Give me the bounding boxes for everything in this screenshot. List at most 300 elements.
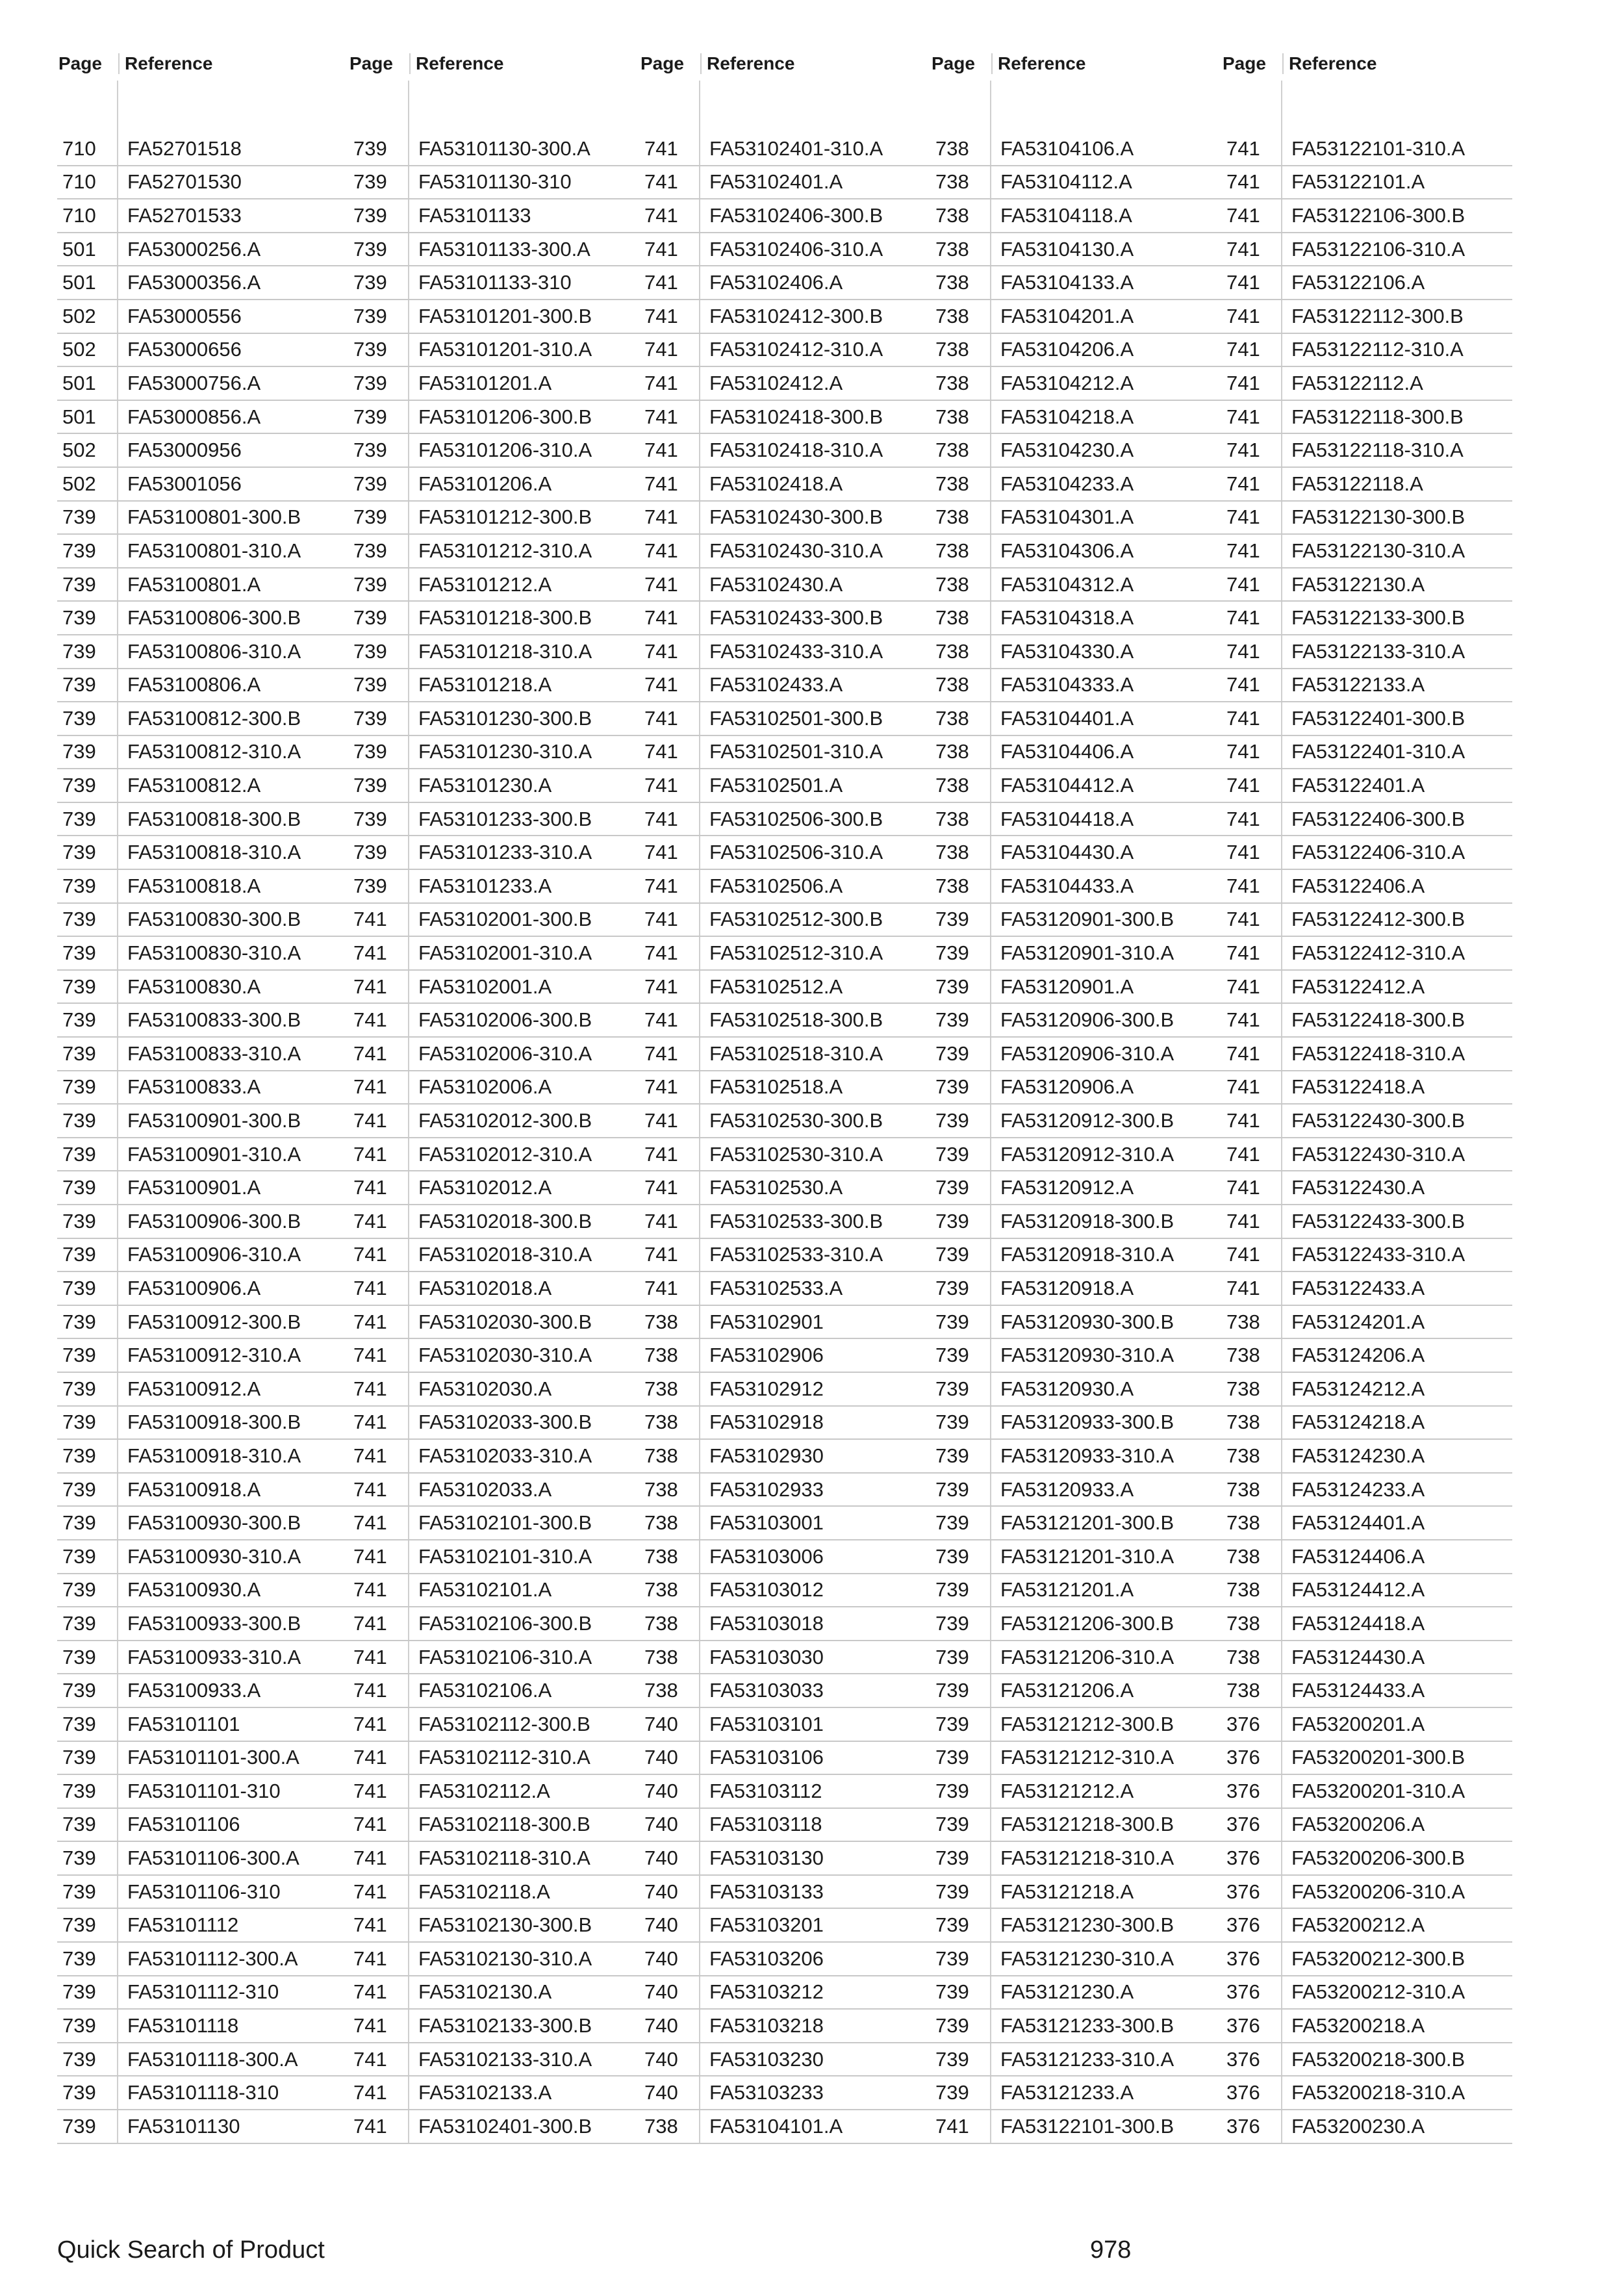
page-cell: 502 bbox=[62, 472, 96, 495]
table-row bbox=[57, 1440, 348, 1474]
table-row bbox=[639, 2010, 930, 2043]
page-cell: 741 bbox=[1226, 841, 1260, 864]
reference-cell: FA53101230.A bbox=[408, 769, 639, 802]
reference-cell: FA53122430.A bbox=[1281, 1171, 1512, 1204]
reference-cell: FA53102430-300.B bbox=[699, 502, 930, 534]
page-cell: 501 bbox=[62, 237, 96, 261]
table-row bbox=[57, 1004, 348, 1038]
page-cell: 739 bbox=[935, 1947, 969, 1970]
footer-title: Quick Search of Product bbox=[57, 2236, 325, 2264]
page-cell: 376 bbox=[1226, 1779, 1260, 1802]
reference-cell: FA53102433-300.B bbox=[699, 602, 930, 634]
table-row bbox=[639, 1876, 930, 1910]
reference-cell: FA53101230-310.A bbox=[408, 736, 639, 769]
table-row bbox=[639, 468, 930, 502]
page-cell: 741 bbox=[644, 304, 678, 327]
reference-cell: FA53124406.A bbox=[1281, 1540, 1512, 1573]
table-row bbox=[348, 904, 639, 938]
reference-cell: FA53120918.A bbox=[990, 1272, 1221, 1305]
page-cell: 739 bbox=[62, 2014, 96, 2038]
table-row bbox=[639, 836, 930, 870]
table-row bbox=[57, 1205, 348, 1239]
page-cell: 738 bbox=[1226, 1511, 1260, 1535]
table-row bbox=[57, 1842, 348, 1876]
page-cell: 740 bbox=[644, 1712, 678, 1735]
page-cell: 739 bbox=[62, 1813, 96, 1836]
page-cell: 739 bbox=[62, 1544, 96, 1568]
reference-cell: FA53121233-310.A bbox=[990, 2043, 1221, 2076]
page-cell: 738 bbox=[935, 774, 969, 797]
table-row bbox=[1221, 1440, 1512, 1474]
table-row bbox=[930, 334, 1221, 368]
reference-cell: FA53102518-310.A bbox=[699, 1038, 930, 1070]
table-row bbox=[348, 1339, 639, 1373]
table-row bbox=[57, 367, 348, 401]
page-cell: 739 bbox=[353, 338, 387, 361]
page-cell: 740 bbox=[644, 1980, 678, 2004]
table-row bbox=[1221, 2010, 1512, 2043]
table-row bbox=[57, 166, 348, 200]
table-row bbox=[639, 1306, 930, 1340]
page-cell: 740 bbox=[644, 1779, 678, 1802]
reference-cell: FA53122412-300.B bbox=[1281, 904, 1512, 936]
page-cell: 741 bbox=[1226, 271, 1260, 294]
page-cell: 710 bbox=[62, 170, 96, 194]
page-cell: 738 bbox=[1226, 1377, 1260, 1400]
index-column bbox=[348, 47, 639, 2144]
page-cell: 741 bbox=[353, 2081, 387, 2104]
reference-cell: FA53102006-300.B bbox=[408, 1004, 639, 1036]
page-cell: 741 bbox=[1226, 1243, 1260, 1266]
reference-cell: FA53102001-310.A bbox=[408, 937, 639, 969]
table-row bbox=[639, 702, 930, 736]
table-row bbox=[57, 502, 348, 535]
table-row bbox=[930, 1272, 1221, 1306]
reference-cell: FA53200206-300.B bbox=[1281, 1842, 1512, 1874]
reference-header: Reference bbox=[700, 53, 930, 74]
page-cell: 738 bbox=[644, 1377, 678, 1400]
reference-header: Reference bbox=[409, 53, 639, 74]
table-row bbox=[1221, 1842, 1512, 1876]
table-row bbox=[57, 1775, 348, 1809]
reference-cell: FA53102012-310.A bbox=[408, 1138, 639, 1171]
reference-cell: FA53121233.A bbox=[990, 2076, 1221, 2109]
page-cell: 738 bbox=[935, 405, 969, 428]
reference-cell: FA52701533 bbox=[117, 199, 348, 232]
reference-cell: FA53122433-310.A bbox=[1281, 1239, 1512, 1271]
table-row bbox=[639, 367, 930, 401]
page-cell: 739 bbox=[935, 1411, 969, 1434]
page-cell: 738 bbox=[935, 874, 969, 897]
reference-cell: FA53122406-310.A bbox=[1281, 836, 1512, 869]
table-row bbox=[348, 669, 639, 703]
table-row bbox=[1221, 1507, 1512, 1540]
reference-cell: FA53122101-300.B bbox=[990, 2110, 1221, 2143]
reference-cell: FA53121206-300.B bbox=[990, 1607, 1221, 1640]
page-cell: 741 bbox=[644, 1176, 678, 1199]
table-row bbox=[639, 1474, 930, 1507]
table-row bbox=[639, 669, 930, 703]
table-row bbox=[348, 736, 639, 770]
page-cell: 738 bbox=[1226, 1310, 1260, 1333]
page-cell: 501 bbox=[62, 271, 96, 294]
table-row bbox=[639, 1171, 930, 1205]
reference-cell: FA53000256.A bbox=[117, 233, 348, 266]
table-row bbox=[930, 199, 1221, 233]
page-footer bbox=[57, 2236, 1512, 2269]
table-row bbox=[1221, 1708, 1512, 1742]
table-row bbox=[639, 1943, 930, 1976]
page-cell: 739 bbox=[62, 774, 96, 797]
page-cell: 739 bbox=[62, 1477, 96, 1501]
page-cell: 741 bbox=[353, 1477, 387, 1501]
reference-cell: FA53100912-310.A bbox=[117, 1339, 348, 1372]
page-cell: 738 bbox=[935, 304, 969, 327]
page-cell: 739 bbox=[353, 807, 387, 830]
table-row bbox=[57, 702, 348, 736]
table-row bbox=[57, 1038, 348, 1071]
page-cell: 739 bbox=[353, 572, 387, 596]
page-cell: 740 bbox=[644, 2047, 678, 2071]
reference-cell: FA53100901-310.A bbox=[117, 1138, 348, 1171]
reference-cell: FA53104118.A bbox=[990, 199, 1221, 232]
page-header: Page bbox=[1223, 53, 1266, 73]
page-cell: 740 bbox=[644, 1947, 678, 1970]
table-row bbox=[348, 434, 639, 468]
reference-cell: FA53102006-310.A bbox=[408, 1038, 639, 1070]
table-row bbox=[57, 133, 348, 166]
page-cell: 738 bbox=[1226, 1645, 1260, 1668]
table-row bbox=[348, 1171, 639, 1205]
table-row bbox=[930, 1842, 1221, 1876]
reference-cell: FA53102912 bbox=[699, 1373, 930, 1405]
page-cell: 739 bbox=[353, 237, 387, 261]
reference-cell: FA53104133.A bbox=[990, 266, 1221, 299]
table-row bbox=[57, 434, 348, 468]
page-cell: 739 bbox=[62, 706, 96, 730]
reference-cell: FA53103206 bbox=[699, 1943, 930, 1975]
page-cell: 741 bbox=[353, 1544, 387, 1568]
reference-cell: FA53104201.A bbox=[990, 300, 1221, 333]
table-row bbox=[930, 870, 1221, 904]
reference-cell: FA53102501.A bbox=[699, 769, 930, 802]
reference-cell: FA53100901.A bbox=[117, 1171, 348, 1204]
table-row bbox=[639, 1742, 930, 1776]
page-cell: 741 bbox=[1226, 237, 1260, 261]
table-row bbox=[639, 1842, 930, 1876]
page-cell: 739 bbox=[62, 1712, 96, 1735]
table-row bbox=[348, 1909, 639, 1943]
table-row bbox=[1221, 736, 1512, 770]
page-cell: 738 bbox=[935, 572, 969, 596]
page-cell: 739 bbox=[935, 2014, 969, 2038]
page-cell: 739 bbox=[935, 1109, 969, 1132]
page-cell: 741 bbox=[1226, 505, 1260, 529]
reference-cell: FA53122118.A bbox=[1281, 468, 1512, 500]
reference-cell: FA53102018.A bbox=[408, 1272, 639, 1305]
reference-cell: FA53102112-310.A bbox=[408, 1742, 639, 1774]
page-cell: 741 bbox=[353, 1746, 387, 1769]
page-cell: 741 bbox=[1226, 539, 1260, 562]
reference-cell: FA53102118.A bbox=[408, 1876, 639, 1908]
reference-cell: FA53121201-310.A bbox=[990, 1540, 1221, 1573]
page-cell: 739 bbox=[62, 908, 96, 931]
table-row bbox=[57, 401, 348, 435]
reference-cell: FA53000656 bbox=[117, 334, 348, 366]
reference-cell: FA53102401.A bbox=[699, 166, 930, 199]
page-cell: 741 bbox=[353, 1243, 387, 1266]
table-row bbox=[930, 1474, 1221, 1507]
page-cell: 739 bbox=[353, 841, 387, 864]
table-row bbox=[1221, 1038, 1512, 1071]
table-row bbox=[930, 1071, 1221, 1105]
reference-cell: FA53100830-300.B bbox=[117, 904, 348, 936]
table-row bbox=[348, 1641, 639, 1675]
reference-cell: FA53102130-310.A bbox=[408, 1943, 639, 1975]
reference-cell: FA53100818-310.A bbox=[117, 836, 348, 869]
reference-cell: FA53122133-300.B bbox=[1281, 602, 1512, 634]
table-row bbox=[1221, 836, 1512, 870]
reference-cell: FA53102030-310.A bbox=[408, 1339, 639, 1372]
column-header bbox=[1221, 47, 1512, 81]
page-cell: 739 bbox=[62, 1611, 96, 1635]
reference-cell: FA53102512-310.A bbox=[699, 937, 930, 969]
reference-header: Reference bbox=[1282, 53, 1512, 74]
reference-cell: FA53120930-300.B bbox=[990, 1306, 1221, 1338]
table-row bbox=[1221, 1674, 1512, 1708]
reference-cell: FA53100801-300.B bbox=[117, 502, 348, 534]
table-row bbox=[57, 266, 348, 300]
reference-cell: FA53102133.A bbox=[408, 2076, 639, 2109]
reference-cell: FA53103218 bbox=[699, 2010, 930, 2042]
table-row bbox=[1221, 401, 1512, 435]
page-cell: 739 bbox=[62, 1511, 96, 1535]
reference-cell: FA53121218-310.A bbox=[990, 1842, 1221, 1874]
table-row bbox=[1221, 1943, 1512, 1976]
reference-cell: FA53102901 bbox=[699, 1306, 930, 1338]
table-row bbox=[57, 1876, 348, 1910]
reference-cell: FA53101212-310.A bbox=[408, 535, 639, 567]
table-row bbox=[639, 1574, 930, 1608]
reference-cell: FA53121206.A bbox=[990, 1674, 1221, 1707]
table-row bbox=[57, 1540, 348, 1574]
table-row bbox=[1221, 1171, 1512, 1205]
page-cell: 739 bbox=[935, 2081, 969, 2104]
table-row bbox=[930, 2076, 1221, 2110]
page-header: Page bbox=[58, 53, 102, 73]
reference-cell: FA53122433-300.B bbox=[1281, 1205, 1512, 1238]
reference-cell: FA53121233-300.B bbox=[990, 2010, 1221, 2042]
page-cell: 740 bbox=[644, 2014, 678, 2038]
table-row bbox=[930, 133, 1221, 166]
reference-cell: FA53000756.A bbox=[117, 367, 348, 400]
table-row bbox=[930, 266, 1221, 300]
page-cell: 741 bbox=[644, 673, 678, 696]
table-row bbox=[348, 836, 639, 870]
reference-cell: FA53120912-300.B bbox=[990, 1105, 1221, 1137]
page-cell: 741 bbox=[644, 1276, 678, 1299]
table-row bbox=[639, 401, 930, 435]
page-cell: 741 bbox=[644, 1008, 678, 1032]
page-cell: 739 bbox=[353, 606, 387, 630]
reference-cell: FA53100801.A bbox=[117, 568, 348, 601]
table-row bbox=[348, 1205, 639, 1239]
table-row bbox=[1221, 635, 1512, 669]
reference-cell: FA53100812.A bbox=[117, 769, 348, 802]
reference-cell: FA53122112.A bbox=[1281, 367, 1512, 400]
page-cell: 739 bbox=[935, 1142, 969, 1166]
table-row bbox=[348, 367, 639, 401]
reference-cell: FA53101130-300.A bbox=[408, 133, 639, 165]
header-spacer bbox=[348, 81, 639, 133]
page-cell: 739 bbox=[353, 539, 387, 562]
reference-cell: FA53101130 bbox=[117, 2110, 348, 2143]
reference-cell: FA53103030 bbox=[699, 1641, 930, 1674]
page-cell: 739 bbox=[62, 1209, 96, 1233]
page-cell: 741 bbox=[1226, 1276, 1260, 1299]
table-row bbox=[57, 1474, 348, 1507]
reference-cell: FA53102101-300.B bbox=[408, 1507, 639, 1539]
page-cell: 739 bbox=[353, 439, 387, 462]
page-cell: 741 bbox=[1226, 572, 1260, 596]
reference-cell: FA53101218.A bbox=[408, 669, 639, 702]
page-cell: 739 bbox=[353, 706, 387, 730]
reference-cell: FA53101206-300.B bbox=[408, 401, 639, 433]
table-row bbox=[639, 2110, 930, 2144]
reference-cell: FA53122112-300.B bbox=[1281, 300, 1512, 333]
table-row bbox=[639, 1909, 930, 1943]
reference-cell: FA53102130-300.B bbox=[408, 1909, 639, 1941]
page-cell: 741 bbox=[353, 1142, 387, 1166]
table-row bbox=[639, 1809, 930, 1843]
page-cell: 741 bbox=[353, 1779, 387, 1802]
reference-cell: FA53122401-300.B bbox=[1281, 702, 1512, 735]
reference-cell: FA53122118-300.B bbox=[1281, 401, 1512, 433]
table-row bbox=[930, 1976, 1221, 2010]
reference-cell: FA53102012-300.B bbox=[408, 1105, 639, 1137]
table-row bbox=[1221, 1641, 1512, 1675]
page-cell: 739 bbox=[935, 1377, 969, 1400]
page-cell: 741 bbox=[1226, 807, 1260, 830]
page-cell: 739 bbox=[935, 1846, 969, 1870]
table-row bbox=[57, 334, 348, 368]
reference-cell: FA53102130.A bbox=[408, 1976, 639, 2009]
page-cell: 741 bbox=[1226, 941, 1260, 965]
page-cell: 741 bbox=[644, 439, 678, 462]
table-row bbox=[57, 1574, 348, 1608]
reference-cell: FA53100930.A bbox=[117, 1574, 348, 1607]
table-row bbox=[930, 602, 1221, 635]
table-row bbox=[348, 1708, 639, 1742]
page-cell: 741 bbox=[644, 1109, 678, 1132]
page-cell: 738 bbox=[935, 841, 969, 864]
reference-cell: FA53102118-300.B bbox=[408, 1809, 639, 1841]
page-cell: 741 bbox=[644, 975, 678, 998]
page-cell: 741 bbox=[1226, 338, 1260, 361]
page-cell: 739 bbox=[62, 1913, 96, 1937]
page-cell: 741 bbox=[644, 271, 678, 294]
table-row bbox=[348, 635, 639, 669]
page-cell: 741 bbox=[1226, 1041, 1260, 1065]
page-cell: 741 bbox=[1226, 975, 1260, 998]
table-row bbox=[57, 1674, 348, 1708]
reference-cell: FA53122106-300.B bbox=[1281, 199, 1512, 232]
reference-cell: FA53200201-310.A bbox=[1281, 1775, 1512, 1808]
reference-cell: FA53102533.A bbox=[699, 1272, 930, 1305]
page-cell: 741 bbox=[1226, 740, 1260, 763]
table-row bbox=[1221, 1607, 1512, 1641]
reference-cell: FA53000956 bbox=[117, 434, 348, 466]
table-row bbox=[930, 1239, 1221, 1273]
reference-cell: FA53103212 bbox=[699, 1976, 930, 2009]
reference-cell: FA53104412.A bbox=[990, 769, 1221, 802]
table-row bbox=[348, 1842, 639, 1876]
reference-cell: FA53102430-310.A bbox=[699, 535, 930, 567]
table-row bbox=[639, 736, 930, 770]
page-cell: 739 bbox=[935, 1813, 969, 1836]
reference-cell: FA53102133-310.A bbox=[408, 2043, 639, 2076]
table-row bbox=[930, 1004, 1221, 1038]
reference-cell: FA53103133 bbox=[699, 1876, 930, 1908]
page-cell: 376 bbox=[1226, 2014, 1260, 2038]
reference-cell: FA53100906-300.B bbox=[117, 1205, 348, 1238]
table-row bbox=[57, 635, 348, 669]
page-cell: 741 bbox=[353, 1645, 387, 1668]
reference-cell: FA53100818-300.B bbox=[117, 803, 348, 836]
page-cell: 739 bbox=[62, 1109, 96, 1132]
table-row bbox=[1221, 133, 1512, 166]
table-row bbox=[57, 1339, 348, 1373]
reference-cell: FA53102406-300.B bbox=[699, 199, 930, 232]
index-column bbox=[639, 47, 930, 2144]
reference-cell: FA53100806-300.B bbox=[117, 602, 348, 634]
table-row bbox=[1221, 1407, 1512, 1440]
page-cell: 741 bbox=[353, 1578, 387, 1602]
reference-cell: FA53102006.A bbox=[408, 1071, 639, 1104]
table-row bbox=[639, 300, 930, 334]
page-cell: 739 bbox=[62, 874, 96, 897]
table-row bbox=[1221, 367, 1512, 401]
page-cell: 741 bbox=[353, 1611, 387, 1635]
reference-cell: FA53100906.A bbox=[117, 1272, 348, 1305]
table-row bbox=[639, 133, 930, 166]
reference-cell: FA53101212.A bbox=[408, 568, 639, 601]
page-cell: 739 bbox=[935, 1611, 969, 1635]
reference-cell: FA53124433.A bbox=[1281, 1674, 1512, 1707]
reference-cell: FA53102406.A bbox=[699, 266, 930, 299]
page-cell: 741 bbox=[353, 1176, 387, 1199]
column-header bbox=[348, 47, 639, 81]
table-row bbox=[639, 971, 930, 1004]
reference-cell: FA53102018-300.B bbox=[408, 1205, 639, 1238]
page-cell: 739 bbox=[935, 1243, 969, 1266]
page-cell: 741 bbox=[644, 338, 678, 361]
table-row bbox=[639, 502, 930, 535]
reference-cell: FA53101212-300.B bbox=[408, 502, 639, 534]
table-row bbox=[57, 1071, 348, 1105]
page-cell: 739 bbox=[353, 639, 387, 663]
page-cell: 740 bbox=[644, 1913, 678, 1937]
reference-cell: FA53122106-310.A bbox=[1281, 233, 1512, 266]
table-row bbox=[930, 1540, 1221, 1574]
reference-cell: FA53102106-300.B bbox=[408, 1607, 639, 1640]
table-row bbox=[639, 199, 930, 233]
reference-cell: FA53102412.A bbox=[699, 367, 930, 400]
page-cell: 738 bbox=[935, 170, 969, 194]
page-cell: 738 bbox=[1226, 1477, 1260, 1501]
reference-cell: FA53102512-300.B bbox=[699, 904, 930, 936]
reference-cell: FA53122130-310.A bbox=[1281, 535, 1512, 567]
